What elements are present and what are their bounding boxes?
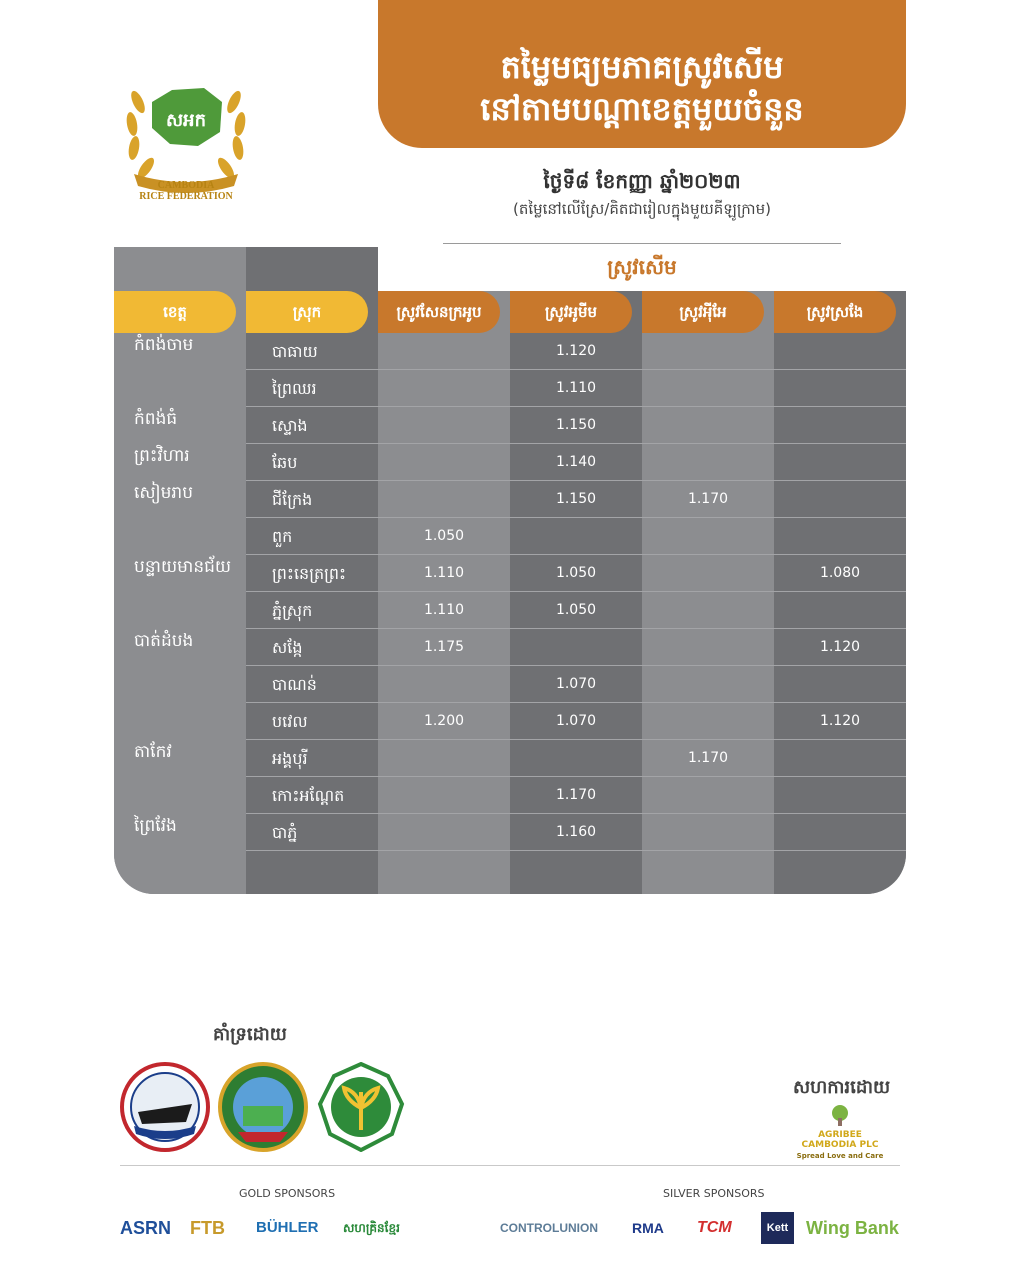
- price-cell: [378, 481, 510, 518]
- gold-sponsors-label: GOLD SPONSORS: [239, 1187, 336, 1200]
- table-row: [114, 481, 906, 518]
- cooperation-by-label: សហការដោយ: [793, 1077, 891, 1098]
- price-cell: 1.140: [555, 454, 597, 470]
- logo-org-name-line2: RICE FEDERATION: [139, 191, 233, 202]
- price-cell: [642, 592, 774, 629]
- price-unit-note: (តម្លៃនៅលើស្រែ/គិតជារៀលក្នុងមួយគីឡូក្រាម): [513, 200, 771, 218]
- price-cell: 1.120: [819, 713, 861, 729]
- price-cell: [774, 740, 906, 777]
- sponsor-buhler: BÜHLER: [256, 1219, 319, 1236]
- price-cell: [774, 370, 906, 407]
- header-province: ខេត្ត: [114, 291, 236, 333]
- price-cell: [774, 592, 906, 629]
- table-row: [114, 740, 906, 777]
- table-row: [114, 555, 906, 592]
- sponsor-rma: RMA: [632, 1220, 664, 1236]
- sponsor-wing-bank: Wing Bank: [806, 1218, 899, 1238]
- ministry-commerce-seal-icon: [120, 1062, 210, 1152]
- price-cell: [378, 666, 510, 703]
- province-cell: កំពង់ធំ: [134, 409, 178, 429]
- price-cell: 1.120: [555, 343, 597, 359]
- sponsor-controlunion: CONTROLUNION: [500, 1221, 598, 1235]
- price-cell: 1.080: [819, 565, 861, 581]
- price-cell: [774, 666, 906, 703]
- price-cell: 1.050: [555, 602, 597, 618]
- header-divider: [443, 243, 841, 244]
- district-cell: បាភ្នំ: [272, 823, 298, 842]
- header-sen-kraob: ស្រូវសែនក្រអូប: [378, 291, 500, 333]
- table-row: [114, 444, 906, 481]
- table-row: [114, 814, 906, 851]
- district-cell: បាណន់: [272, 675, 317, 694]
- table-row: [114, 666, 906, 703]
- district-cell: ភ្នំស្រុក: [272, 601, 313, 620]
- price-cell: [642, 518, 774, 555]
- price-cell: [510, 740, 642, 777]
- price-cell: [642, 555, 774, 592]
- price-cell: [378, 407, 510, 444]
- logo-org-name-line1: CAMBODIA: [157, 180, 215, 191]
- province-cell: តាកែវ: [134, 742, 172, 762]
- supported-by-label: គាំទ្រដោយ: [213, 1024, 287, 1045]
- price-cell: [642, 333, 774, 370]
- header-ir: ស្រូវអុីអែ: [642, 291, 764, 333]
- price-cell: [378, 444, 510, 481]
- agribee-name-line1: AGRIBEE: [818, 1130, 862, 1140]
- district-cell: ពួក: [272, 527, 293, 546]
- price-cell: [642, 444, 774, 481]
- price-cell: [510, 518, 642, 555]
- price-cell: [378, 777, 510, 814]
- price-cell: [378, 814, 510, 851]
- report-date: ថ្ងៃទី៨ ខែកញ្ញា ឆ្នាំ២០២៣: [543, 169, 741, 193]
- district-cell: បវេល: [272, 712, 308, 731]
- sponsor-khmer-enterprise: សហគ្រិនខ្មែរ: [343, 1221, 400, 1235]
- tree-icon: [825, 1104, 855, 1126]
- district-cell: ឆែប: [272, 453, 298, 472]
- sponsor-asrn: ASRN: [120, 1218, 172, 1238]
- group-header-fresh-paddy: ស្រូវសើម: [607, 255, 677, 279]
- title-banner: [378, 0, 906, 148]
- agribee-name-line2: CAMBODIA PLC: [801, 1140, 879, 1150]
- logo-org-name: [112, 180, 260, 202]
- price-cell: 1.150: [555, 491, 597, 507]
- title-line-2: នៅតាមបណ្ដាខេត្តមួយចំនួន: [480, 90, 804, 128]
- table-row: [114, 777, 906, 814]
- agribee-logo: [790, 1104, 890, 1160]
- price-cell: 1.110: [423, 565, 465, 581]
- footer-divider: [120, 1165, 900, 1166]
- logo-abbr: សអក: [166, 110, 206, 131]
- province-cell: ព្រៃវែង: [134, 816, 177, 836]
- sponsor-ftb: FTB: [190, 1218, 225, 1238]
- price-cell: 1.070: [555, 676, 597, 692]
- table-row: [114, 629, 906, 666]
- price-cell: 1.110: [555, 380, 597, 396]
- price-cell: 1.150: [555, 417, 597, 433]
- federation-logo: [112, 62, 260, 210]
- table-row: [114, 333, 906, 370]
- price-cell: 1.070: [555, 713, 597, 729]
- price-cell: [642, 703, 774, 740]
- price-table: [114, 247, 906, 894]
- price-cell: [642, 814, 774, 851]
- price-cell: [774, 814, 906, 851]
- sponsor-kett: Kett: [761, 1212, 794, 1244]
- price-cell: [642, 777, 774, 814]
- sponsor-tcm: TCM: [697, 1219, 732, 1236]
- district-cell: កោះអណ្ដែត: [272, 786, 345, 805]
- agribee-tagline: Spread Love and Care: [796, 1152, 884, 1160]
- province-cell: កំពង់ចាម: [134, 335, 194, 355]
- price-cell: [378, 333, 510, 370]
- price-cell: 1.175: [423, 639, 465, 655]
- price-cell: [378, 370, 510, 407]
- table-row: [114, 592, 906, 629]
- province-cell: បន្ទាយមានជ័យ: [134, 557, 232, 577]
- district-cell: អង្គបុរី: [272, 749, 308, 768]
- price-cell: 1.200: [423, 713, 465, 729]
- district-cell: ព្រះនេត្រព្រះ: [272, 564, 347, 583]
- price-cell: [774, 481, 906, 518]
- price-cell: [774, 407, 906, 444]
- district-cell: ជីក្រែង: [272, 490, 313, 509]
- green-trade-seal-icon: [316, 1062, 406, 1152]
- table-row: [114, 518, 906, 555]
- price-cell: [774, 333, 906, 370]
- price-cell: 1.170: [687, 491, 729, 507]
- table-row: [114, 703, 906, 740]
- column-header-row: [114, 291, 906, 333]
- table-row: [114, 370, 906, 407]
- price-cell: 1.110: [423, 602, 465, 618]
- price-cell: [774, 518, 906, 555]
- ministry-agriculture-seal-icon: [218, 1062, 308, 1152]
- price-cell: [642, 666, 774, 703]
- price-cell: 1.170: [687, 750, 729, 766]
- price-cell: [642, 407, 774, 444]
- province-cell: សៀមរាប: [134, 483, 194, 503]
- price-cell: [378, 740, 510, 777]
- silver-sponsors-label: SILVER SPONSORS: [663, 1187, 765, 1200]
- header-om: ស្រូវអូមីម: [510, 291, 632, 333]
- price-cell: 1.170: [555, 787, 597, 803]
- title-line-1: តម្លៃមធ្យមភាគស្រូវសើម: [500, 48, 784, 86]
- district-cell: ព្រៃឈរ: [272, 379, 317, 398]
- price-cell: [510, 629, 642, 666]
- price-cell: [642, 370, 774, 407]
- header-district: ស្រុក: [246, 291, 368, 333]
- price-cell: 1.120: [819, 639, 861, 655]
- district-cell: សង្កែ: [272, 638, 303, 657]
- province-cell: បាត់ដំបង: [134, 631, 194, 651]
- price-cell: 1.050: [555, 565, 597, 581]
- province-cell: ព្រះវិហារ: [134, 446, 190, 466]
- price-cell: [774, 777, 906, 814]
- price-cell: 1.160: [555, 824, 597, 840]
- price-cell: [642, 629, 774, 666]
- header-srangae: ស្រូវស្រងែ: [774, 291, 896, 333]
- price-cell: 1.050: [423, 528, 465, 544]
- table-row: [114, 407, 906, 444]
- district-cell: បាធាយ: [272, 342, 318, 361]
- price-cell: [774, 444, 906, 481]
- district-cell: ស្ទោង: [272, 416, 308, 435]
